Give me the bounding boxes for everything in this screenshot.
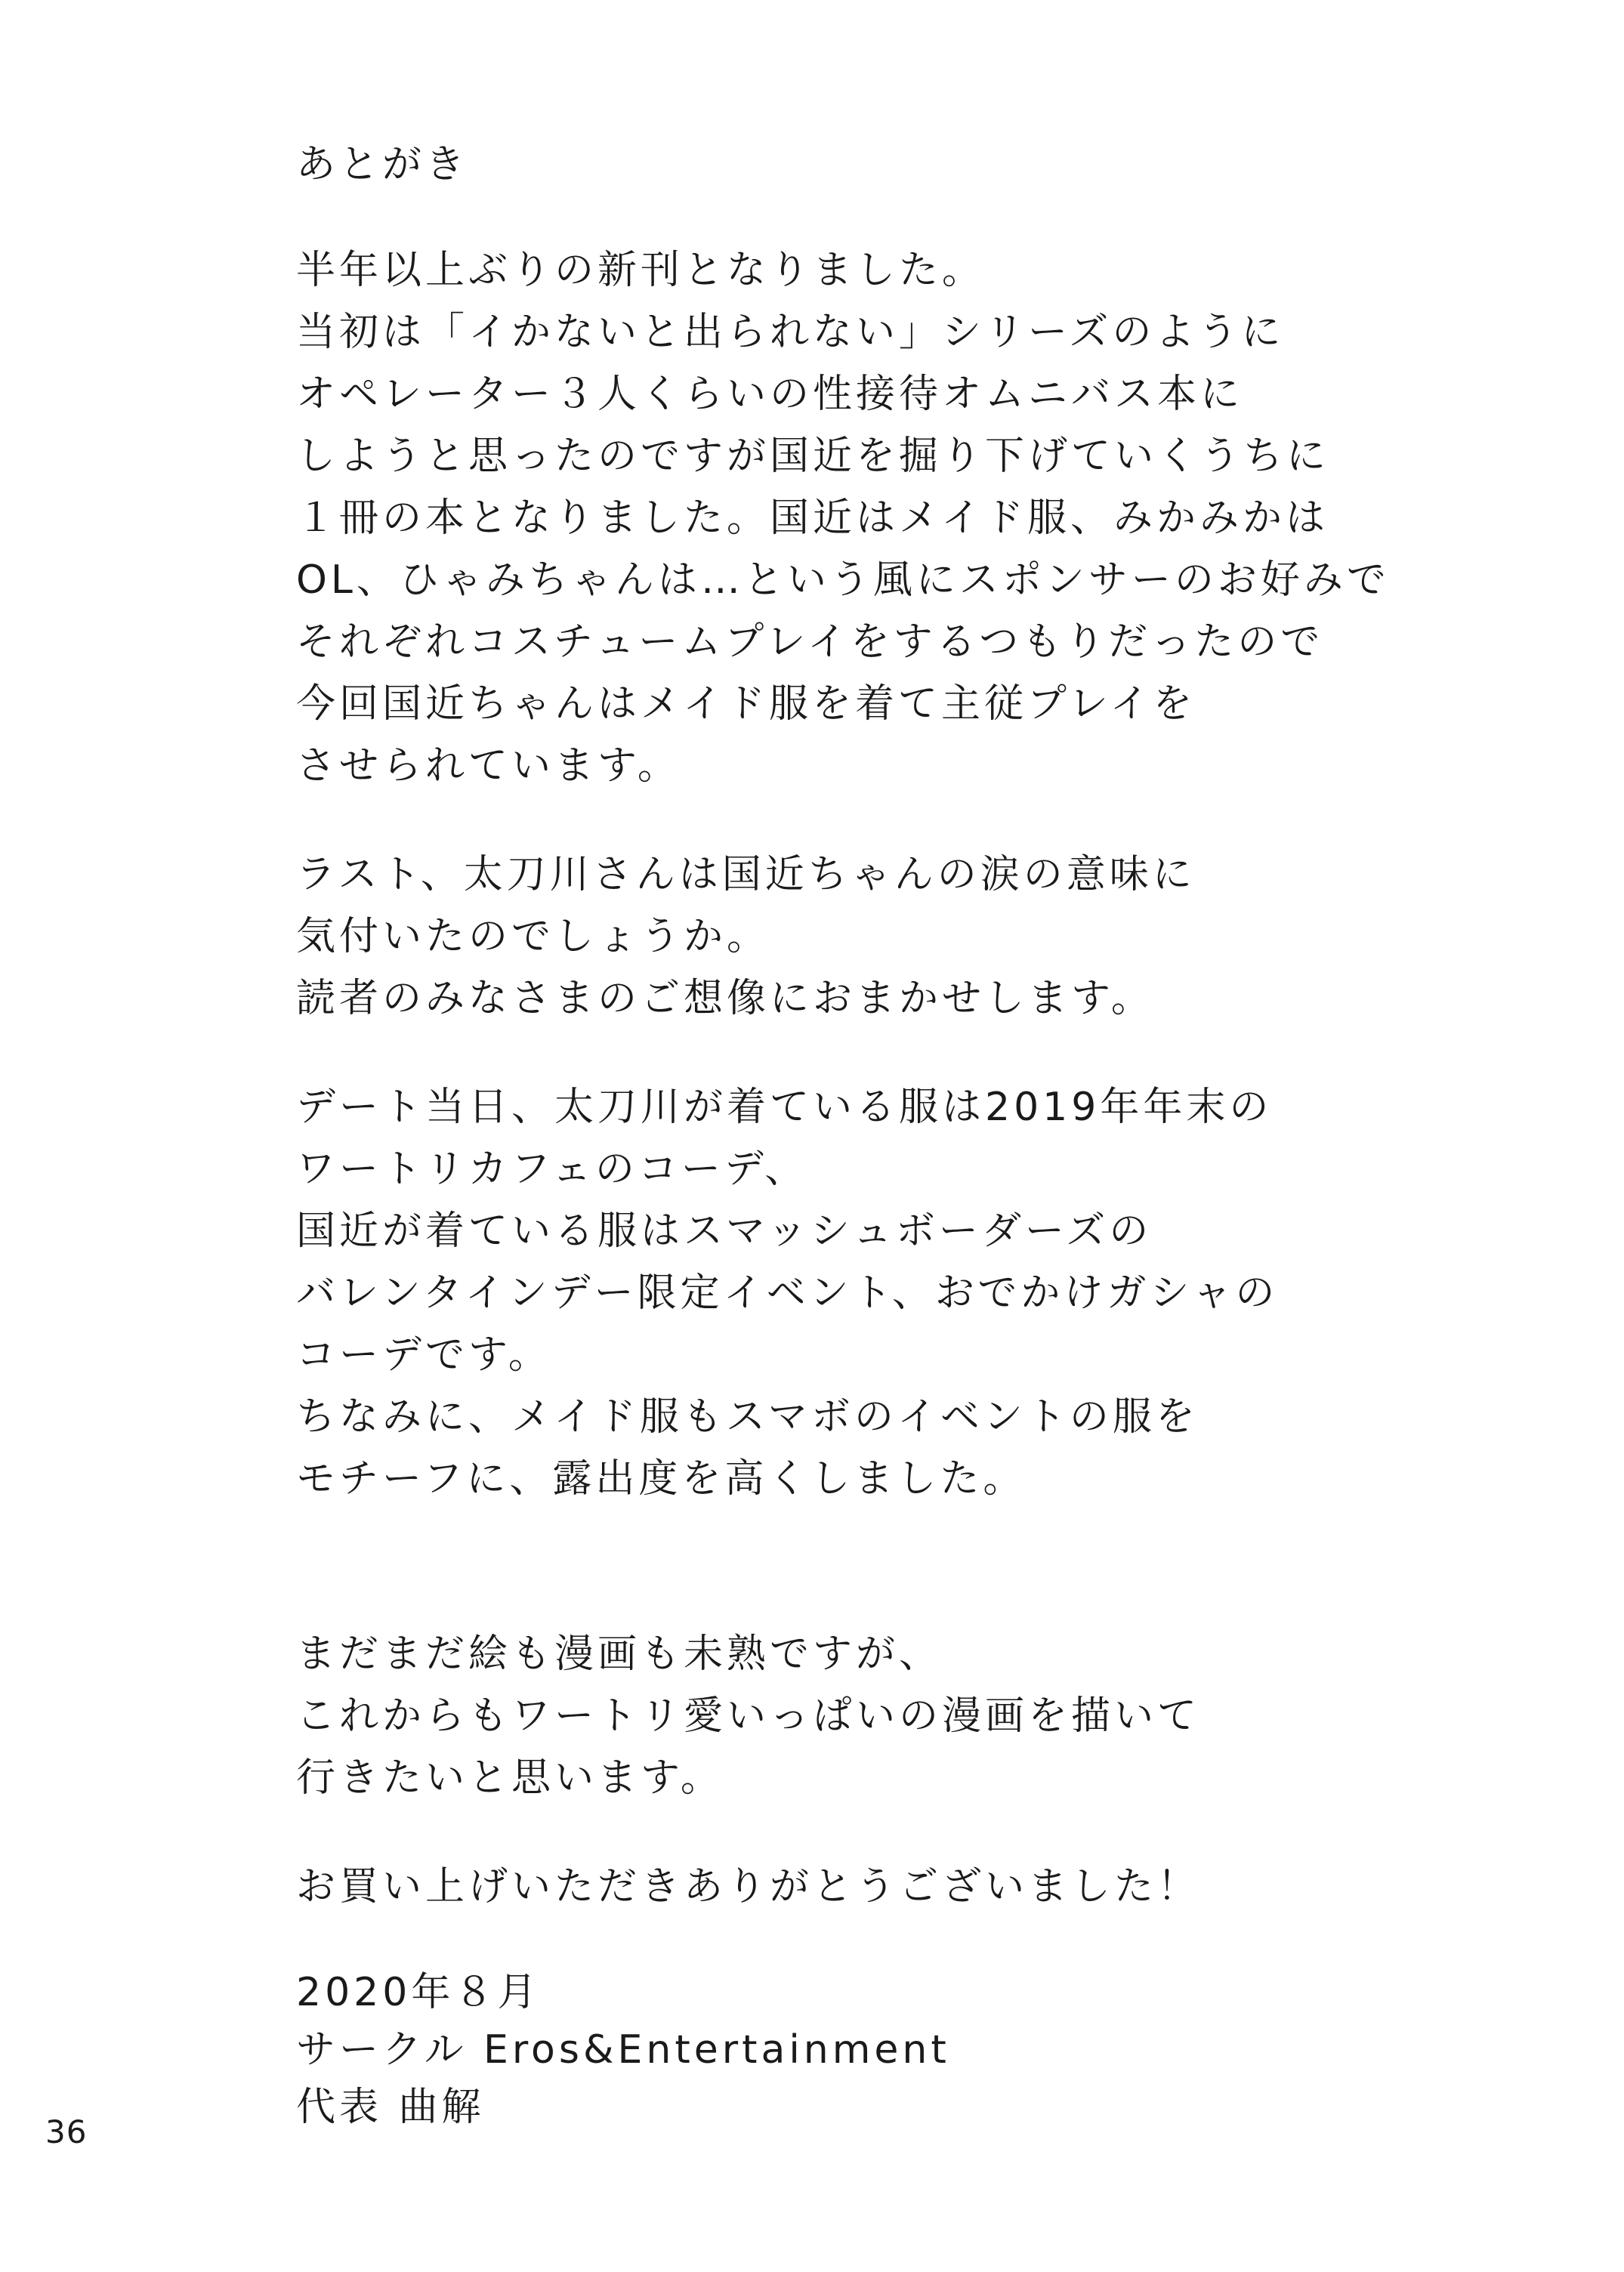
signature-date: 2020年８月 [296, 1970, 541, 2015]
page-number: 36 [45, 2113, 88, 2150]
paragraph2-line-1: ラスト、太刀川さんは国近ちゃんの涙の意味に [296, 852, 1196, 897]
paragraph3-line-4: バレンタインデー限定イベント、おでかけガシャの [296, 1270, 1279, 1316]
paragraph1-line-6: OL、ひゃみちゃんは…という風にスポンサーのお好みで [296, 557, 1390, 603]
paragraph3-line-5: コーデです。 [296, 1332, 551, 1378]
signature-circle: サークル Eros&Entertainment [296, 2027, 950, 2073]
paragraph3-line-2: ワートリカフェのコーデ、 [296, 1147, 808, 1192]
paragraph1-line-5: １冊の本となりました。国近はメイド服、みかみかは [296, 495, 1329, 541]
paragraph1-line-8: 今回国近ちゃんはメイド服を着て主従プレイを [296, 681, 1196, 727]
paragraph1-line-3: オペレーター３人くらいの性接待オムニバス本に [296, 372, 1244, 417]
paragraph3-line-3: 国近が着ている服はスマッシュボーダーズの [296, 1209, 1153, 1254]
paragraph2-line-3: 読者のみなさまのご想像におまかせします。 [296, 976, 1154, 1021]
paragraph2-line-2: 気付いたのでしょうか。 [296, 914, 770, 959]
paragraph4-line-1: まだまだ絵も漫画も未熟ですが、 [296, 1631, 943, 1677]
paragraph1-line-9: させられています。 [296, 743, 681, 789]
signature-representative: 代表 曲解 [296, 2085, 485, 2130]
thanks-line: お買い上げいただきありがとうございました！ [296, 1864, 1201, 1909]
paragraph1-line-4: しようと思ったのですが国近を掘り下げていくうちに [296, 434, 1330, 479]
paragraph1-line-1: 半年以上ぶりの新刊となりました。 [296, 248, 986, 293]
paragraph4-line-3: 行きたいと思います。 [296, 1755, 724, 1801]
paragraph3-line-7: モチーフに、露出度を高くしました。 [296, 1456, 1027, 1502]
paragraph4-line-2: これからもワートリ愛いっぱいの漫画を描いて [296, 1693, 1201, 1739]
paragraph1-line-2: 当初は「イかないと出られない」シリーズのように [296, 310, 1285, 355]
paragraph3-line-1: デート当日、太刀川が着ている服は2019年年末の [296, 1085, 1273, 1130]
afterword-heading: あとがき [296, 142, 469, 187]
paragraph3-line-6: ちなみに、メイド服もスマボのイベントの服を [296, 1394, 1199, 1440]
paragraph1-line-7: それぞれコスチュームプレイをするつもりだったので [296, 619, 1324, 665]
